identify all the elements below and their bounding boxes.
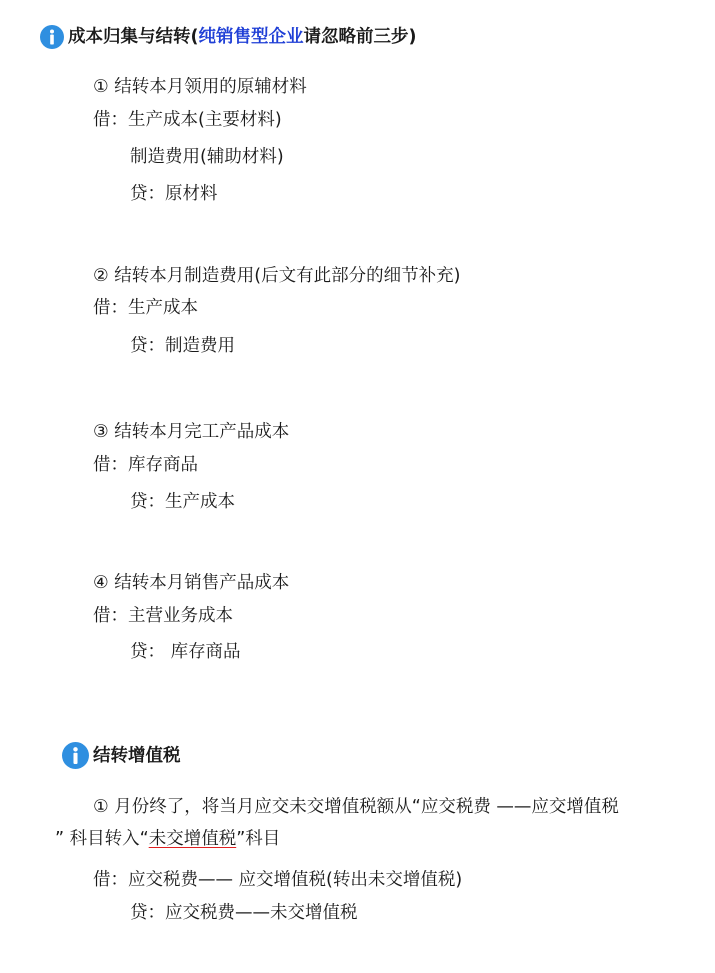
vat-credit: 贷：应交税费——未交增值税 (130, 903, 358, 923)
heading-highlight: 纯销售型企业 (198, 27, 304, 47)
step4-title: ④ 结转本月销售产品成本 (93, 573, 290, 593)
info-icon (62, 742, 89, 769)
step1-debit-1: 借：生产成本(主要材料) (93, 110, 282, 130)
step2-debit: 借：生产成本 (93, 298, 198, 318)
step3-debit: 借：库存商品 (93, 455, 198, 475)
vat-step1-line2 (55, 828, 280, 850)
heading-text: 结转增值税 (93, 745, 181, 766)
step1-debit-2: 制造费用(辅助材料) (130, 147, 284, 167)
heading-text-part2: 请忽略前三步) (303, 27, 417, 47)
vat-step1-line1: ① 月份终了，将当月应交未交增值税额从“应交税费 ——应交增值税 (93, 797, 619, 817)
vat-line2-part-c: ”科目 (236, 829, 281, 849)
step4-debit: 借：主营业务成本 (93, 606, 233, 626)
step1-title: ① 结转本月领用的原辅材料 (93, 77, 307, 97)
vat-line2-part-a: ” 科目转入“ (55, 829, 149, 849)
step2-credit: 贷：制造费用 (130, 336, 235, 356)
step3-credit: 贷：生产成本 (130, 492, 235, 512)
section-heading-vat (62, 742, 181, 769)
vat-line2-underlined: 未交增值税 (148, 829, 237, 849)
vat-debit: 借：应交税费—— 应交增值税(转出未交增值税) (93, 870, 463, 890)
step2-title: ② 结转本月制造费用(后文有此部分的细节补充) (93, 266, 461, 286)
step4-credit: 贷： 库存商品 (130, 642, 241, 662)
step1-credit: 贷：原材料 (130, 184, 218, 204)
heading-text-part1: 成本归集与结转( (68, 27, 199, 47)
step3-title: ③ 结转本月完工产品成本 (93, 422, 290, 442)
section-heading-cost (40, 24, 417, 50)
info-icon (40, 25, 64, 49)
